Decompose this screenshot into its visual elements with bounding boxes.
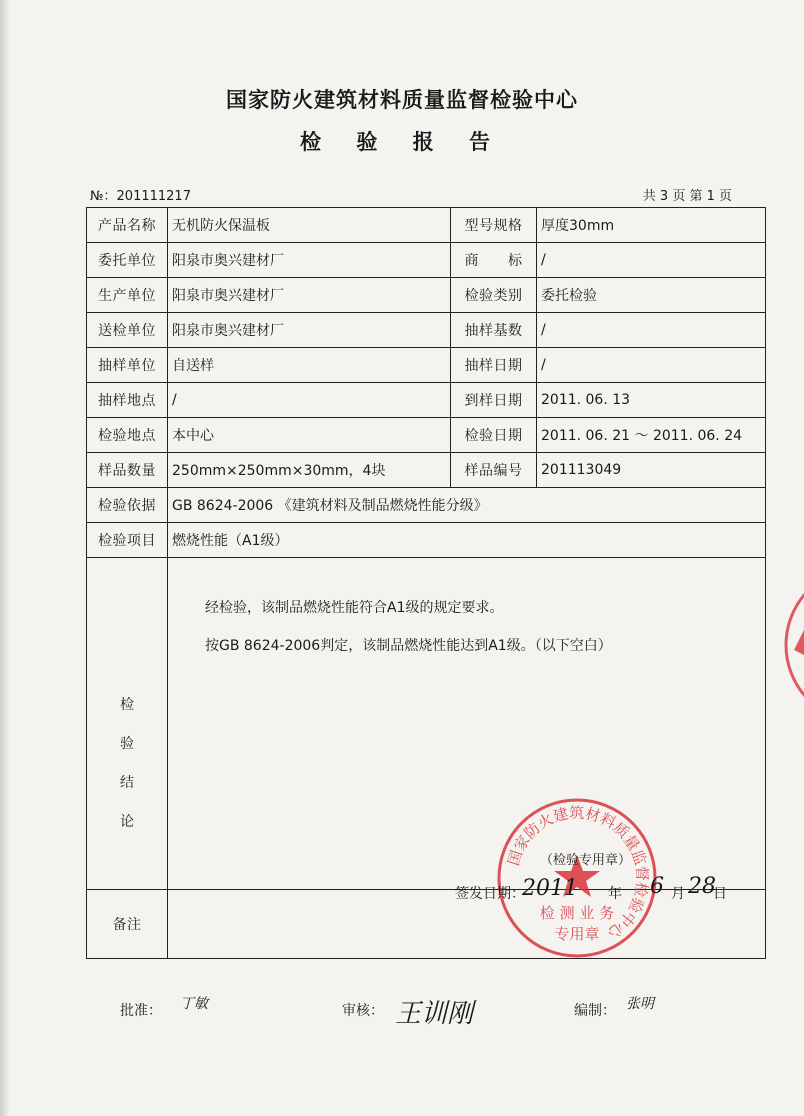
table-row xyxy=(87,278,766,313)
product-name-value: 无机防火保温板 xyxy=(168,208,451,243)
issue-day: 28 xyxy=(688,874,716,899)
issue-day-unit: 日 xyxy=(713,886,727,902)
conclusion-label-char: 结 xyxy=(120,774,134,791)
sampling-date-label: 抽样日期 xyxy=(451,348,537,383)
manufacturer-label: 生产单位 xyxy=(87,278,168,313)
report-table xyxy=(86,207,766,959)
sample-no-label: 样品编号 xyxy=(451,453,537,488)
issue-month-unit: 月 xyxy=(671,886,685,902)
issue-year: 2011 xyxy=(522,876,578,901)
table-row xyxy=(87,243,766,278)
table-row xyxy=(87,488,766,523)
test-site-value: 本中心 xyxy=(168,418,451,453)
arrival-date-label: 到样日期 xyxy=(451,383,537,418)
review-label: 审核： xyxy=(342,1003,384,1019)
conclusion-line-1: 经检验，该制品燃烧性能符合A1级的规定要求。 xyxy=(205,600,504,616)
seal-caption: （检验专用章） xyxy=(540,853,632,868)
approve-signature: 丁敏 xyxy=(180,996,208,1012)
inspection-type-value: 委托检验 xyxy=(537,278,766,313)
arrival-date-value: 2011. 06. 13 xyxy=(537,383,766,418)
doc-title: 检 验 报 告 xyxy=(300,130,504,154)
submitter-value: 阳泉市奥兴建材厂 xyxy=(168,313,451,348)
test-date-value: 2011. 06. 21 ～ 2011. 06. 24 xyxy=(537,418,766,453)
table-row xyxy=(87,418,766,453)
issue-year-unit: 年 xyxy=(608,886,622,902)
compile-signature: 张明 xyxy=(626,996,654,1012)
table-row xyxy=(87,890,766,959)
review-signature: 王训刚 xyxy=(395,999,474,1029)
org-name: 国家防火建筑材料质量监督检验中心 xyxy=(226,88,578,112)
sample-qty-value: 250mm×250mm×30mm，4块 xyxy=(168,453,451,488)
issue-month: 6 xyxy=(650,874,664,899)
sampling-unit-label: 抽样单位 xyxy=(87,348,168,383)
product-name-label: 产品名称 xyxy=(87,208,168,243)
seal-inner-text-2: 专用章 xyxy=(554,925,600,943)
basis-value: GB 8624-2006 《建筑材料及制品燃烧性能分级》 xyxy=(168,488,766,523)
edge-seal-fragment xyxy=(784,560,804,730)
sample-no-value: 201113049 xyxy=(537,453,766,488)
items-value: 燃烧性能（A1级） xyxy=(168,523,766,558)
conclusion-line-2: 按GB 8624-2006判定，该制品燃烧性能达到A1级。（以下空白） xyxy=(205,638,612,654)
approve-label: 批准： xyxy=(120,1003,162,1019)
conclusion-label-char: 验 xyxy=(120,735,134,752)
trademark-value: / xyxy=(537,243,766,278)
sampling-date-value: / xyxy=(537,348,766,383)
table-row xyxy=(87,523,766,558)
conclusion-label-char: 论 xyxy=(120,813,134,830)
page-info: 共 3 页 第 1 页 xyxy=(642,189,732,204)
model-value: 厚度30mm xyxy=(537,208,766,243)
seal-inner-text-1: 检 测 业 务 xyxy=(539,904,615,922)
table-row xyxy=(87,313,766,348)
sampling-unit-value: 自送样 xyxy=(168,348,451,383)
table-row xyxy=(87,453,766,488)
test-date-label: 检验日期 xyxy=(451,418,537,453)
sampling-site-value: / xyxy=(168,383,451,418)
table-row xyxy=(87,348,766,383)
seal-ring-text: 国家防火建筑材料质量监督检验中心 xyxy=(504,803,652,942)
submitter-label: 送检单位 xyxy=(87,313,168,348)
model-label: 型号规格 xyxy=(451,208,537,243)
compile-label: 编制： xyxy=(574,1003,616,1019)
report-number: №：201111217 xyxy=(90,189,191,204)
sampling-site-label: 抽样地点 xyxy=(87,383,168,418)
table-row xyxy=(87,208,766,243)
client-label: 委托单位 xyxy=(87,243,168,278)
manufacturer-value: 阳泉市奥兴建材厂 xyxy=(168,278,451,313)
sample-base-label: 抽样基数 xyxy=(451,313,537,348)
notes-label: 备注 xyxy=(87,890,168,959)
scan-edge xyxy=(0,0,10,1116)
table-row xyxy=(87,383,766,418)
test-site-label: 检验地点 xyxy=(87,418,168,453)
items-label: 检验项目 xyxy=(87,523,168,558)
sample-base-value: / xyxy=(537,313,766,348)
basis-label: 检验依据 xyxy=(87,488,168,523)
trademark-label: 商 标 xyxy=(451,243,537,278)
issue-date-label: 签发日期： xyxy=(455,886,525,902)
client-value: 阳泉市奥兴建材厂 xyxy=(168,243,451,278)
sample-qty-label: 样品数量 xyxy=(87,453,168,488)
conclusion-label-char: 检 xyxy=(120,696,134,713)
conclusion-label-cell xyxy=(87,558,168,890)
conclusion-label xyxy=(87,606,167,842)
inspection-type-label: 检验类别 xyxy=(451,278,537,313)
